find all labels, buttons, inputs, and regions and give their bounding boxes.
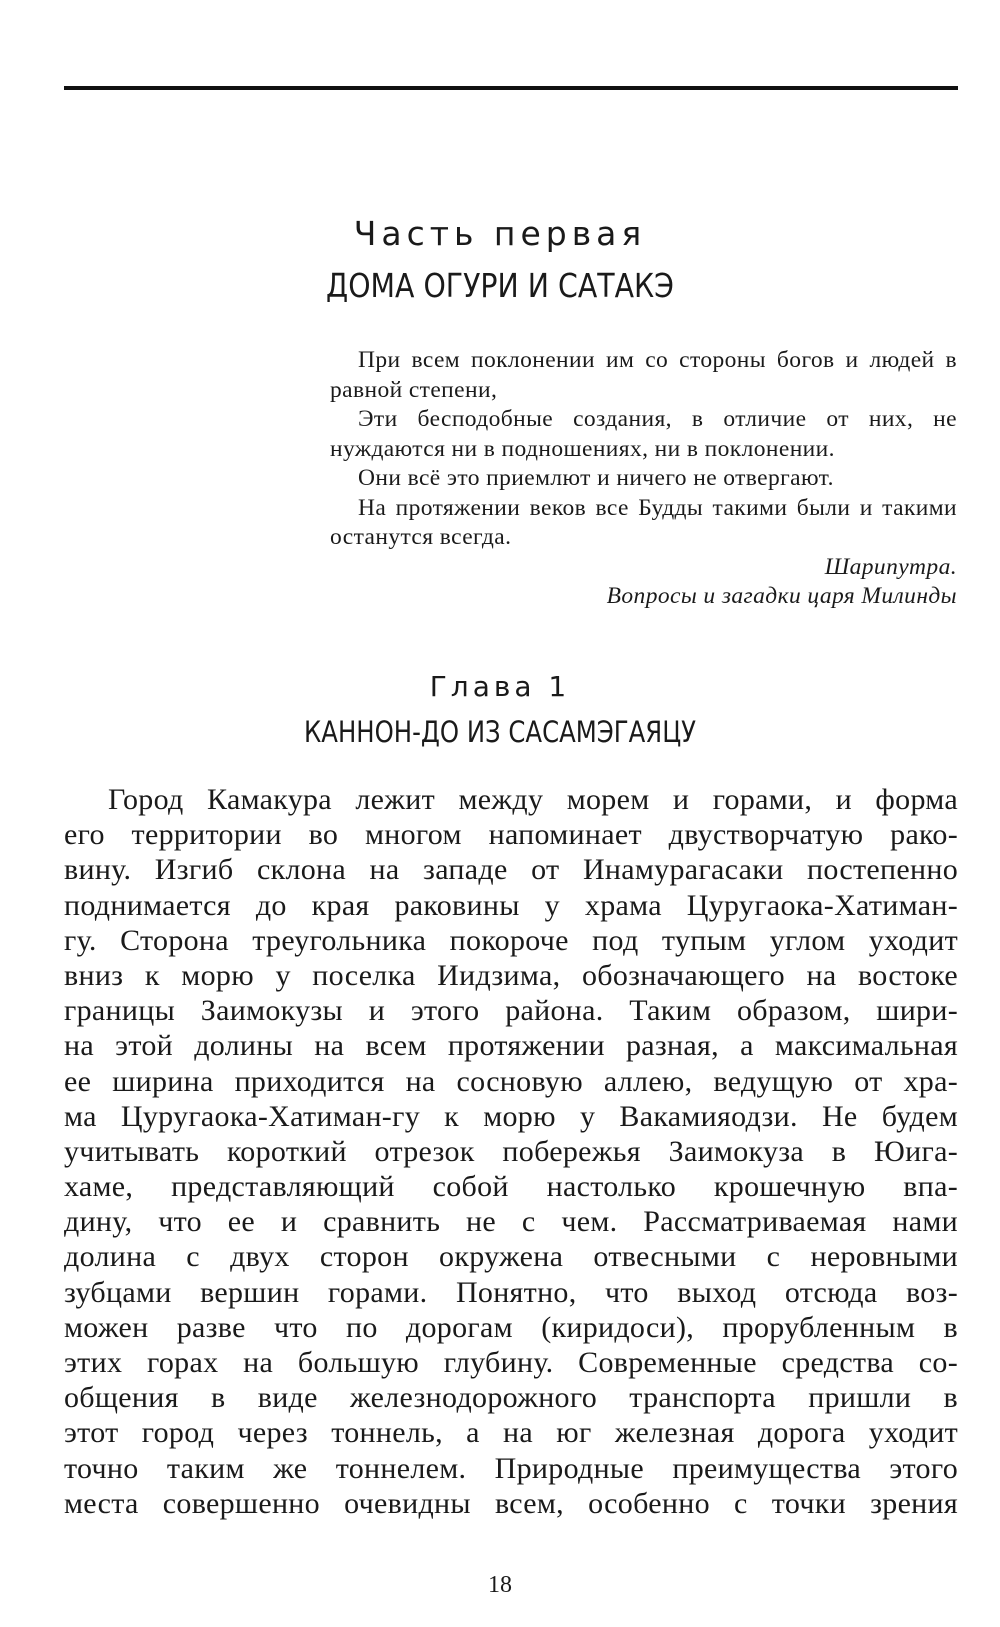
epigraph [330, 346, 957, 612]
body-line: поднимается до края раковины у храма Цуругаока-Хатиман- [64, 888, 958, 922]
body-line: места совершенно очевидны всем, особенно с точки зрения [64, 1486, 958, 1520]
epigraph-source: Вопросы и загадки царя Милинды [606, 583, 957, 609]
body-line: его территории во многом напоминает двустворчатую рако- [64, 818, 958, 852]
body-text [64, 782, 958, 1521]
body-line: этих горах на большую глубину. Современные средства со- [64, 1346, 958, 1379]
body-line: границы Заимокузы и этого района. Таким образом, шири- [64, 994, 958, 1028]
body-line: учитывать короткий отрезок побережья Заимокуза в Юига- [64, 1134, 958, 1168]
body-line: этот город через тоннель, а на юг железная дорога уходит [64, 1416, 958, 1450]
body-line: на этой долины на всем протяжении разная, а максимальная [64, 1029, 958, 1063]
epigraph-paragraph: Они всё это приемлют и ничего не отвергают. [358, 465, 834, 491]
epigraph-author: Шарипутра. [824, 553, 957, 580]
chapter-title: КАННОН-ДО ИЗ САСАМЭГАЯЦУ [304, 715, 696, 749]
body-line: гу. Сторона треугольника покороче под тупым углом уходит [64, 923, 958, 957]
epigraph-paragraph: Эти бесподобные создания, в отличие от них, не нуждаются ни в подношениях, ни в поклонении. [330, 406, 957, 462]
body-line: долина с двух сторон окружена отвесными с неровными [64, 1240, 958, 1274]
part-label: Часть первая [353, 214, 647, 253]
epigraph-paragraph: На протяжении веков все Будды такими были и такими останутся всегда. [330, 494, 957, 550]
part-title: ДОМА ОГУРИ И САТАКЭ [326, 266, 674, 305]
body-line: зубцами вершин горами. Понятно, что выход отсюда воз- [64, 1275, 958, 1309]
body-line: можен разве что по дорогам (киридоси), прорубленным в [64, 1310, 958, 1344]
body-line: хаме, представляющий собой настолько крошечную впа- [64, 1170, 958, 1204]
body-line: вину. Изгиб склона на западе от Инамурагасаки постепенно [64, 853, 958, 887]
body-line: ма Цуругаока-Хатиман-гу к морю у Вакамияодзи. Не будем [64, 1099, 958, 1133]
body-line: точно таким же тоннелем. Природные преимущества этого [64, 1451, 958, 1485]
body-line: ее ширина приходится на сосновую аллею, ведущую от хра- [64, 1064, 958, 1098]
page-number: 18 [488, 1572, 512, 1598]
body-line: вниз к морю у поселка Иидзима, обозначающего на востоке [64, 958, 958, 992]
epigraph-paragraph: При всем поклонении им со стороны богов и людей в равной степени, [330, 347, 957, 403]
chapter-label: Глава 1 [429, 670, 571, 703]
top-rule [64, 86, 958, 90]
body-line: дину, что ее и сравнить не с чем. Рассматриваемая нами [64, 1205, 958, 1239]
body-line: общения в виде железнодорожного транспорта пришли в [64, 1381, 958, 1415]
body-line: Город Камакура лежит между морем и горами, и форма [108, 783, 958, 816]
